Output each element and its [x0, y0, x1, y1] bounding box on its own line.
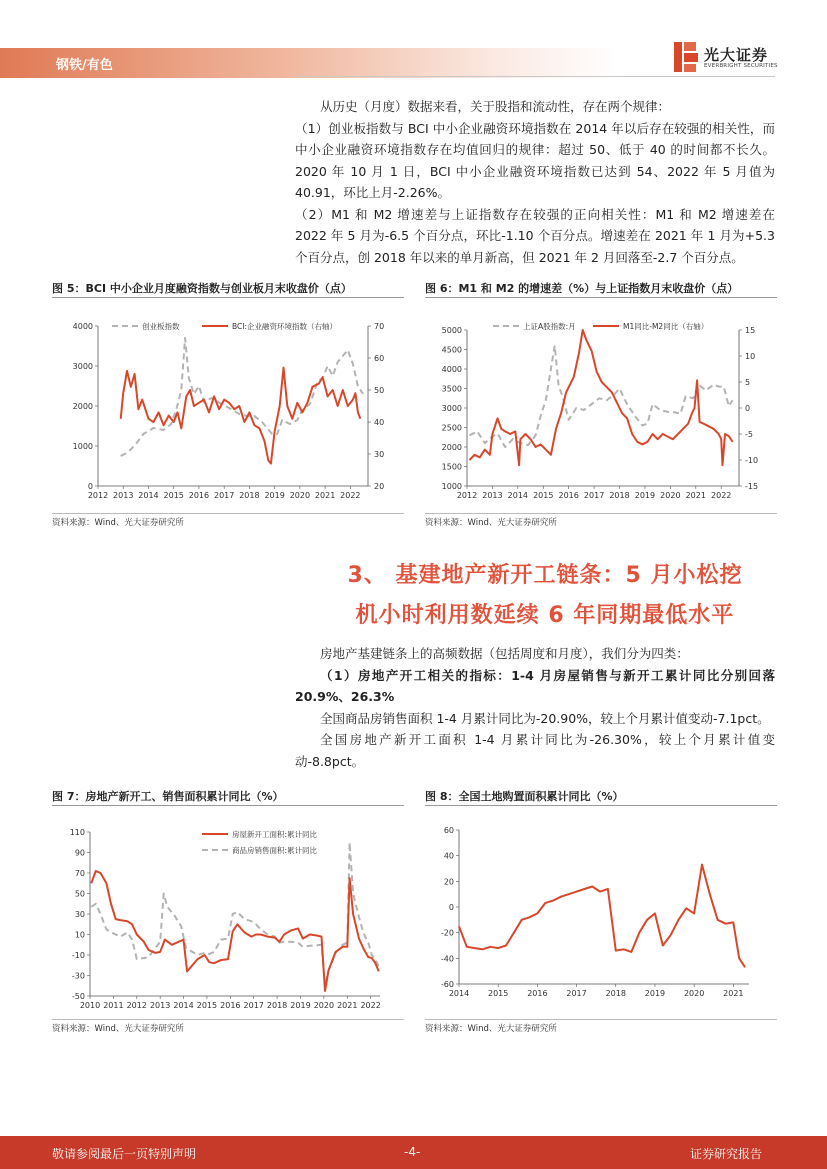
fig7-xtick-label: 2017	[243, 1001, 264, 1010]
fig8-source: 资料来源：Wind、光大证券研究所	[425, 1024, 557, 1034]
fig6-xtick-label: 2022	[711, 491, 732, 500]
fig8-ytick-label-left: -40	[440, 954, 454, 964]
intro-lead: 从历史（月度）数据来看，关于股指和流动性，存在两个规律：	[320, 99, 671, 114]
fig8-title-rule	[425, 805, 777, 806]
fig8-bottom-rule	[425, 1019, 777, 1020]
fig7-xtick-label: 2020	[313, 1001, 335, 1010]
fig6-ytick-label-left: 2500	[441, 423, 462, 433]
fig5-xtick-label: 2018	[239, 491, 260, 500]
fig5-ytick-label-right: 60	[374, 354, 385, 363]
fig7-legend-item	[202, 845, 318, 855]
section-3-heading-line2: 机小时利用数延续 6 年同期最低水平	[355, 603, 735, 628]
fig7-ytick-label-left: -50	[71, 992, 85, 1001]
fig5-legend-item	[202, 321, 337, 331]
fig6-ytick-label-right: 15	[745, 326, 756, 335]
section-3-heading	[300, 556, 790, 636]
fig7-xtick-label: 2021	[337, 1001, 358, 1010]
fig5-ytick-label-left: 2000	[72, 402, 93, 411]
fig7-xtick-label: 2014	[173, 1001, 194, 1010]
fig7-ytick-label-left: -10	[71, 951, 85, 960]
fig8-xtick-label: 2018	[605, 989, 626, 998]
fig7-source: 资料来源：Wind、光大证券研究所	[52, 1024, 184, 1034]
fig6-xtick-label: 2015	[533, 491, 554, 500]
fig7-title-rule	[52, 805, 404, 806]
fig6-ytick-label-left: 5000	[441, 326, 462, 335]
fig8-ytick-label-left: 20	[443, 877, 454, 887]
fig6-xtick-label: 2019	[634, 491, 656, 500]
brand-name: 光大证券	[704, 46, 769, 64]
section-3-p2: （1）房地产开工相关的指标：1-4 月房屋销售与新开工累计同比分别回落 20.9%、26.3%	[295, 667, 775, 704]
brand-mark-icon	[672, 40, 700, 74]
fig6-series-gray-line	[470, 346, 733, 447]
fig6-xtick-label: 2014	[507, 491, 529, 500]
fig5-source: 资料来源：Wind、光大证券研究所	[52, 518, 184, 528]
fig6-ytick-label-left: 1000	[441, 482, 462, 491]
fig5-ytick-label-right: 50	[374, 386, 385, 395]
fig7-xtick-label: 2022	[360, 1001, 381, 1010]
fig6-xtick-label: 2013	[482, 491, 503, 500]
fig7-series-red-line	[91, 871, 379, 991]
fig6-xtick-label: 2020	[660, 491, 681, 500]
fig5-xtick-label: 2012	[87, 491, 109, 500]
fig5-ytick-label-left: 1000	[72, 442, 93, 451]
fig5-xtick-label: 2014	[138, 491, 159, 500]
fig5-ytick-label-left: 3000	[72, 362, 93, 371]
fig7-xtick-label: 2016	[220, 1001, 241, 1010]
fig8-xtick-label: 2017	[566, 989, 587, 998]
fig7-ytick-label-left: 110	[69, 828, 85, 837]
intro-rule-1: （1）创业板指数与 BCI 中小企业融资环境指数在 2014 年以后存在较强的相关性，而中小企业融资环境指数存在均值回归的规律：超过 50、低于 40 的时间都不长久。2020 年 10 月 1 日，BCI 中小企业融资环境指数已达到 54、2022 年 5 月值为 40.91，环比上月-2.26%。	[295, 120, 775, 200]
fig5-xtick-label: 2022	[340, 491, 361, 500]
page-number: -4-	[404, 1145, 421, 1159]
fig8-chart	[425, 810, 777, 1016]
fig5-xtick-label: 2021	[314, 491, 336, 500]
fig6-ytick-label-left: 2000	[441, 443, 462, 452]
fig7-legend-label: 房屋新开工面积:累计同比	[232, 830, 318, 839]
fig6-xtick-label: 2018	[609, 491, 630, 500]
fig6-ytick-label-right: 0	[745, 404, 751, 413]
fig6-title-rule	[425, 297, 777, 298]
fig7-title: 图 7：房地产新开工、销售面积累计同比（%）	[52, 790, 284, 803]
fig6-ytick-label-right: -5	[745, 430, 753, 439]
fig6-ytick-label-right: -10	[745, 456, 759, 465]
fig7-legend-item	[202, 829, 318, 839]
fig7-ytick-label-left: -30	[71, 971, 85, 981]
fig6-ytick-label-right: 5	[745, 378, 751, 387]
fig5-series-gray-line	[121, 338, 363, 456]
fig5-legend-item	[112, 321, 180, 331]
fig7-chart	[52, 810, 404, 1016]
fig6-xtick-label: 2016	[558, 491, 579, 500]
fig8-xtick-label: 2014	[448, 989, 470, 998]
fig6-legend-label: 上证A股指数:月	[523, 322, 576, 331]
header-rule	[295, 76, 775, 77]
fig7-ytick-label-left: 30	[74, 910, 85, 919]
fig7-ytick-label-left: 70	[74, 869, 85, 878]
fig5-ytick-label-right: 30	[374, 450, 385, 459]
fig8-ytick-label-left: -60	[440, 980, 454, 989]
fig6-ytick-label-left: 4500	[441, 345, 462, 355]
fig7-xtick-label: 2010	[79, 1001, 101, 1010]
fig6-ytick-label-right: 10	[745, 352, 756, 361]
section-3-text	[295, 643, 775, 772]
fig7-ytick-label-left: 90	[74, 848, 85, 858]
fig5-series-red-line	[121, 368, 361, 464]
fig5-legend-label: BCI:企业融资环境指数（右轴）	[232, 322, 337, 331]
fig5-chart	[52, 300, 404, 512]
fig5-ytick-label-left: 0	[87, 482, 93, 491]
fig8-xtick-label: 2016	[527, 989, 548, 998]
fig6-legend-label: M1同比-M2同比（右轴）	[623, 322, 709, 331]
fig8-xtick-label: 2019	[644, 989, 666, 998]
fig7-ytick-label-left: 50	[74, 889, 85, 899]
fig7-bottom-rule	[52, 1019, 404, 1020]
fig7-xtick-label: 2011	[103, 1001, 124, 1010]
fig5-ytick-label-right: 40	[374, 418, 385, 427]
fig5-legend-label: 创业板指数	[142, 322, 180, 331]
fig5-xtick-label: 2019	[264, 491, 285, 500]
fig8-ytick-label-left: -20	[440, 928, 454, 938]
fig7-xtick-label: 2013	[149, 1001, 171, 1010]
section-3-p3: 全国商品房销售面积 1-4 月累计同比为-20.90%，较上个月累计值变动-7.1pct。	[320, 710, 770, 726]
fig6-source: 资料来源：Wind、光大证券研究所	[425, 518, 557, 528]
fig6-ytick-label-left: 1500	[441, 462, 462, 472]
fig5-xtick-label: 2013	[113, 491, 134, 500]
fig5-xtick-label: 2015	[163, 491, 184, 500]
fig8-series-red-line	[459, 865, 745, 968]
fig7-legend-label: 商品房销售面积:累计同比	[232, 846, 318, 855]
fig7-xtick-label: 2012	[126, 1001, 147, 1010]
fig6-xtick-label: 2017	[583, 491, 605, 500]
fig5-xtick-label: 2016	[188, 491, 210, 500]
fig5-title: 图 5：BCI 中小企业月度融资指数与创业板月末收盘价（点）	[52, 282, 352, 295]
fig8-xtick-label: 2015	[488, 989, 509, 998]
intro-rule-2: （2）M1 和 M2 增速差与上证指数存在较强的正向相关性：M1 和 M2 增速差在 2022 年 5 月为-6.5 个百分点，环比-1.10 个百分点。增速差在 2021 年 1 月为+5.3 个百分点，创 2018 年以来的单月新高，但 2021 年 2 月回落至-2.7 个百分点。	[295, 206, 775, 265]
section-3-p1: 房地产基建链条上的高频数据（包括周度和月度），我们分为四类：	[320, 646, 689, 661]
fig7-xtick-label: 2015	[196, 1001, 218, 1010]
fig8-ytick-label-left: 0	[448, 903, 454, 912]
fig8-ytick-label-left: 40	[443, 851, 454, 861]
fig5-xtick-label: 2017	[213, 491, 235, 500]
fig6-title: 图 6：M1 和 M2 的增速差（%）与上证指数月末收盘价（点）	[425, 282, 739, 295]
footer-report-type: 证券研究报告	[690, 1147, 763, 1161]
fig5-ytick-label-right: 70	[374, 322, 385, 331]
section-3-heading-line1: 3、 基建地产新开工链条：5 月小松挖	[347, 563, 743, 588]
fig6-ytick-label-right: -15	[745, 482, 759, 491]
fig6-ytick-label-left: 3500	[441, 384, 462, 394]
fig7-xtick-label: 2018	[266, 1001, 288, 1010]
fig7-ytick-label-left: 10	[74, 930, 85, 940]
fig6-legend-item	[593, 321, 708, 331]
fig5-xtick-label: 2020	[289, 491, 311, 500]
fig8-ytick-label-left: 60	[443, 826, 454, 835]
fig8-xtick-label: 2020	[683, 989, 705, 998]
fig5-ytick-label-left: 4000	[72, 322, 93, 331]
intro-text	[295, 96, 775, 268]
fig6-legend-item	[493, 321, 576, 331]
header-category: 钢铁/有色	[56, 58, 113, 73]
fig7-series-gray-line	[91, 842, 379, 986]
fig5-title-rule	[52, 297, 404, 298]
fig6-xtick-label: 2012	[456, 491, 478, 500]
fig8-title: 图 8：全国土地购置面积累计同比（%）	[425, 790, 624, 803]
fig6-ytick-label-left: 4000	[441, 365, 462, 374]
footer-disclaimer[interactable]: 敬请参阅最后一页特别声明	[52, 1147, 197, 1161]
fig6-xtick-label: 2021	[685, 491, 706, 500]
brand-logo	[672, 40, 792, 76]
fig6-chart	[425, 300, 777, 512]
footer-bar	[0, 1136, 827, 1169]
brand-name-en: EVERBRIGHT SECURITIES	[704, 63, 778, 69]
fig5-ytick-label-right: 20	[374, 482, 385, 491]
section-3-p4: 全国房地产新开工面积 1-4 月累计同比为-26.30%，较上个月累计值变动-8.8pct。	[295, 732, 775, 769]
fig5-bottom-rule	[52, 513, 404, 514]
fig8-xtick-label: 2021	[723, 989, 744, 998]
fig6-ytick-label-left: 3000	[441, 404, 462, 413]
fig7-xtick-label: 2019	[290, 1001, 311, 1010]
fig6-bottom-rule	[425, 513, 777, 514]
